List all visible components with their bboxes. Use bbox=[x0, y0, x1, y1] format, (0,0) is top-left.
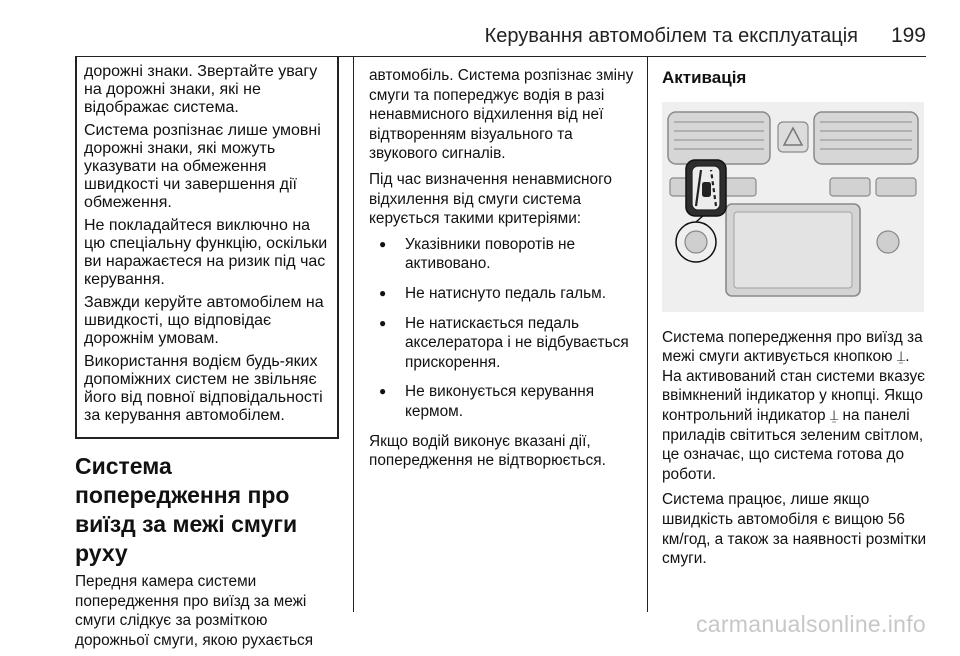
body-paragraph: автомобіль. Система розпізнає зміну смуги та попереджує водія в разі ненавмисного відхилення від неї відтворенням візуального та звукового сигналів. bbox=[369, 67, 634, 163]
lane-departure-icon bbox=[692, 166, 720, 210]
column-divider-right bbox=[647, 57, 648, 612]
header-title: Керування автомобілем та експлуатація bbox=[484, 25, 858, 47]
body-paragraph: Під час визначення ненавмисного відхилення від смуги система керується такими критеріями: bbox=[369, 170, 612, 228]
left-column-section bbox=[75, 452, 343, 656]
activation-text-2: . На активований стан системи вказує ввімкнений індикатор у кнопці. Якщо контрольний індикатор bbox=[662, 348, 926, 424]
list-item: ● Указівники поворотів не активовано. bbox=[369, 235, 635, 274]
criteria-list bbox=[369, 235, 635, 422]
list-item: ● Не натиснуто педаль гальм. bbox=[369, 284, 635, 304]
lane-button-icon: ⍊ bbox=[896, 348, 906, 365]
right-column bbox=[662, 68, 928, 575]
dashboard-illustration bbox=[662, 102, 924, 312]
closing-paragraph: Якщо водій виконує вказані дії, попередження не відтворюється. bbox=[369, 432, 606, 470]
activation-text-3: на панелі приладів світиться зеленим світлом, це означає, що система готова до роботи. bbox=[662, 406, 924, 483]
section-title: Система попередження про виїзд за межі смуги руху bbox=[75, 453, 298, 566]
activation-subtitle: Активація bbox=[662, 68, 747, 87]
middle-column bbox=[369, 66, 635, 477]
watermark: carmanualsonline.info bbox=[695, 611, 926, 637]
speed-condition-paragraph: Система працює, лише якщо швидкість автомобіля є вищою 56 км/год, а також за наявності розмітки смуги. bbox=[662, 491, 927, 568]
column-divider-left bbox=[353, 57, 354, 612]
note-paragraph: Використання водієм будь-яких допоміжних систем не звільняє його від повної відповідальності за керування автомобілем. bbox=[84, 353, 323, 424]
caution-note-box bbox=[75, 57, 339, 439]
section-intro: Передня камера системи попередження про виїзд за межі смуги слідкує за розміткою дорожньої смуги, якою рухається bbox=[75, 573, 314, 649]
activation-text-1: Система попередження про виїзд за межі смуги активується кнопкою bbox=[662, 328, 923, 366]
note-paragraph: Не покладайтеся виключно на цю спеціальну функцію, оскільки ви наражаєтеся на ризик під час керування. bbox=[84, 217, 328, 288]
note-paragraph: дорожні знаки. Звертайте увагу на дорожні знаки, які не відображає система. bbox=[84, 63, 318, 116]
page-header bbox=[0, 0, 960, 60]
page-number: 199 bbox=[890, 24, 926, 47]
activation-paragraph bbox=[662, 328, 928, 485]
list-item: ● Не виконується керування кермом. bbox=[369, 382, 635, 421]
list-item: ● Не натискається педаль акселератора і не відбувається прискорення. bbox=[369, 314, 635, 373]
lane-indicator-icon: ⍊ bbox=[829, 406, 839, 423]
note-paragraph: Система розпізнає лише умовні дорожні знаки, які можуть указувати на обмеження швидкості чи завершення дії обмеження. bbox=[84, 122, 321, 211]
note-paragraph: Завжди керуйте автомобілем на швидкості, що відповідає дорожнім умовам. bbox=[84, 294, 324, 347]
